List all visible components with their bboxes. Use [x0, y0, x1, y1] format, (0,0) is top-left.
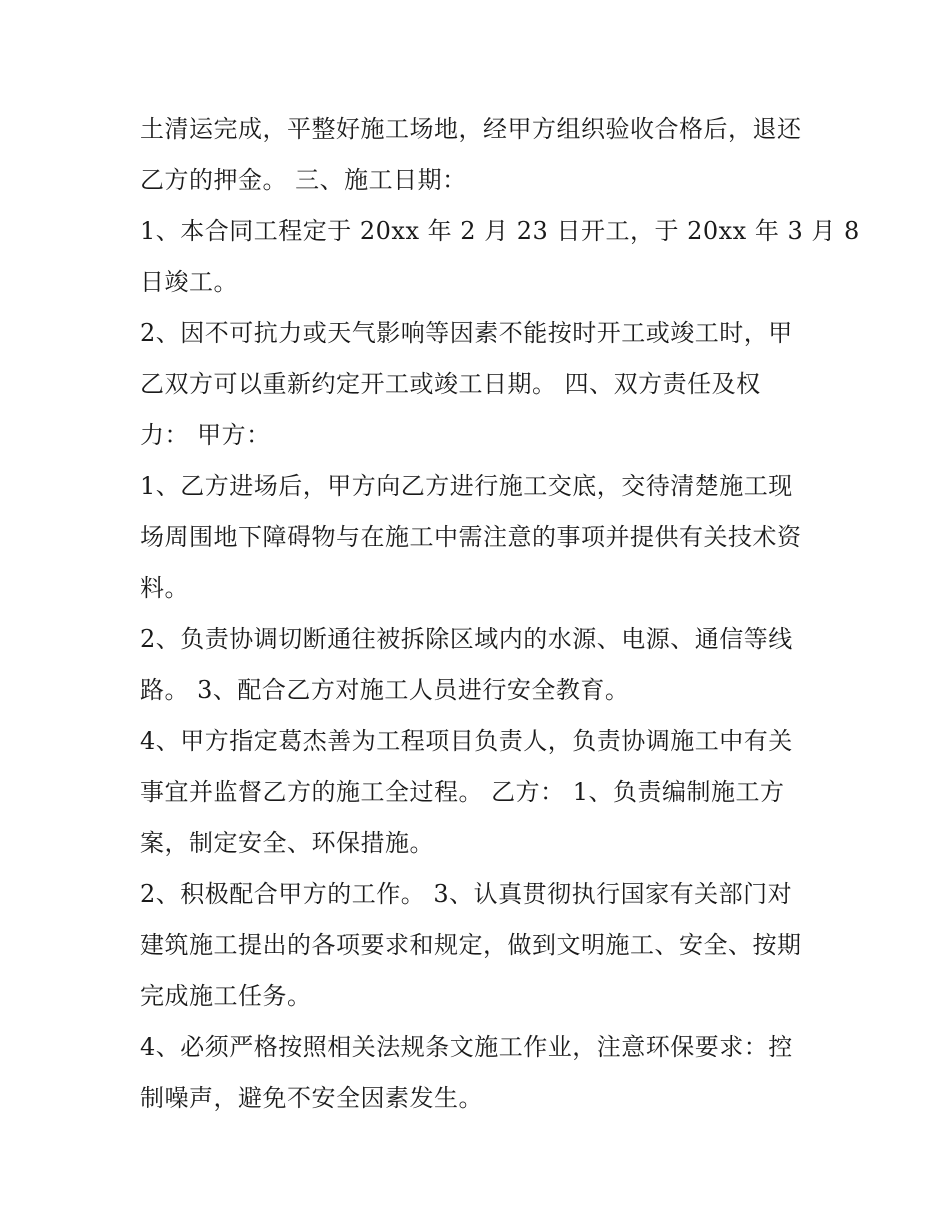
text-line-2: 乙方的押金。 三、施工日期： [140, 166, 467, 194]
text-line-5: 2、因不可抗力或天气影响等因素不能按时开工或竣工时，甲 [140, 319, 793, 347]
text-line-11: 2、负责协调切断通往被拆除区域内的水源、电源、通信等线 [140, 625, 793, 653]
text-line-9: 场周围地下障碍物与在施工中需注意的事项并提供有关技术资 [140, 523, 802, 551]
text-line-12: 路。 3、配合乙方对施工人员进行安全教育。 [140, 676, 630, 704]
text-line-19: 4、必须严格按照相关法规条文施工作业，注意环保要求：控 [140, 1033, 793, 1061]
text-line-18: 完成施工任务。 [140, 982, 312, 1010]
text-line-15: 案，制定安全、环保措施。 [140, 829, 434, 857]
text-line-8: 1、乙方进场后，甲方向乙方进行施工交底，交待清楚施工现 [140, 472, 793, 500]
text-line-7: 力： 甲方： [140, 421, 271, 449]
contract-text-body [140, 104, 860, 1124]
text-line-14: 事宜并监督乙方的施工全过程。 乙方： 1、负责编制施工方 [140, 778, 785, 806]
text-line-6: 乙双方可以重新约定开工或竣工日期。 四、双方责任及权 [140, 370, 761, 398]
text-line-17: 建筑施工提出的各项要求和规定，做到文明施工、安全、按期 [140, 931, 802, 959]
text-line-13: 4、甲方指定葛杰善为工程项目负责人，负责协调施工中有关 [140, 727, 793, 755]
text-line-20: 制噪声，避免不安全因素发生。 [140, 1084, 483, 1112]
text-line-3: 1、本合同工程定于 20xx 年 2 月 23 日开工，于 20xx 年 3 月 8 [140, 217, 860, 245]
text-line-4: 日竣工。 [140, 268, 238, 296]
text-line-10: 料。 [140, 574, 189, 602]
text-line-1: 土清运完成，平整好施工场地，经甲方组织验收合格后，退还 [140, 115, 802, 143]
text-line-16: 2、积极配合甲方的工作。 3、认真贯彻执行国家有关部门对 [140, 880, 793, 908]
